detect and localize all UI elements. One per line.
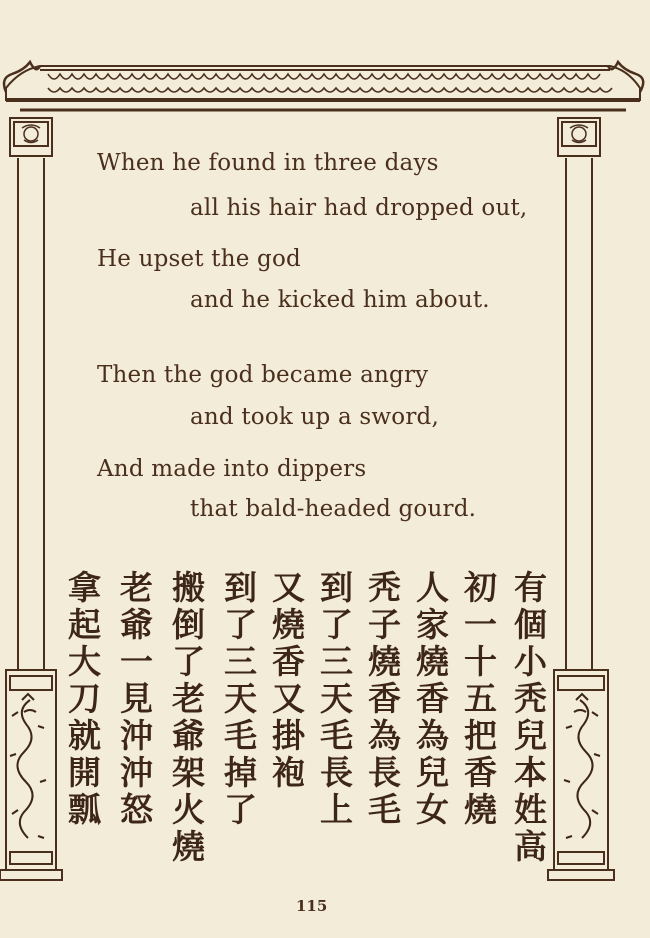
chinese-column: 搬倒了老爺架火燒 <box>167 570 206 866</box>
chinese-column: 到了三天毛長上 <box>315 570 354 829</box>
poem-line: that bald-headed gourd. <box>190 496 477 522</box>
chinese-column: 人家燒香為兒女 <box>411 570 450 829</box>
poem-line: all his hair had dropped out, <box>190 195 528 221</box>
poem-line: And made into dippers <box>97 456 367 482</box>
poem-line: He upset the god <box>97 246 301 272</box>
poem-line: Then the god became angry <box>97 362 429 388</box>
chinese-column: 又燒香又掛袍 <box>267 570 306 792</box>
poem-line: When he found in three days <box>97 150 439 176</box>
poem-line: and took up a sword, <box>190 404 439 430</box>
chinese-column: 拿起大刀就開瓢 <box>63 570 102 829</box>
chinese-column: 到了三天毛掉了 <box>219 570 258 829</box>
page-number: 115 <box>296 897 328 915</box>
poem-line: and he kicked him about. <box>190 287 490 313</box>
chinese-column: 初一十五把香燒 <box>459 570 498 829</box>
chinese-column: 有個小秃兒本姓高 <box>509 570 548 866</box>
chinese-column: 老爺一見沖沖怒 <box>115 570 154 829</box>
chinese-column: 秃子燒香為長毛 <box>363 570 402 829</box>
